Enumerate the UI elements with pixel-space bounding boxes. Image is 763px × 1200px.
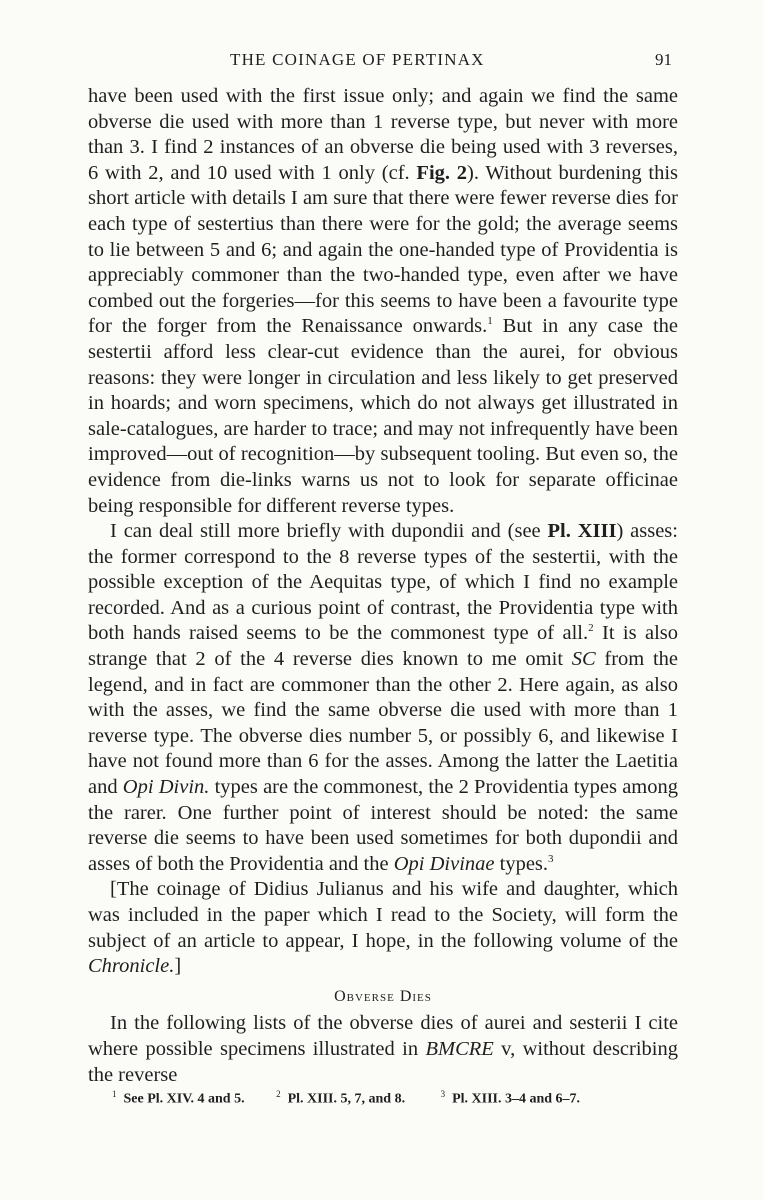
paragraph-2-text-c: It is also strange that 2 of the 4 reverse dies known to me omit	[88, 622, 679, 671]
bmcre-title: BMCRE	[425, 1037, 494, 1060]
plate-reference: Pl. XIII	[547, 520, 617, 543]
paragraph-2-text-b: ) asses: the former correspond to the 8 reverse types of the sestertii, with the possible exception of the Aequitas type, of which I find no example recorded. And as a curious point of contrast, the Providentia type with both hands raised seems to be the commonest type of all.	[88, 520, 678, 645]
opi-divinae-term: Opi Divinae	[393, 852, 495, 875]
footnote-ref-1: 1	[487, 315, 493, 328]
footnote-3-mark: 3	[440, 1089, 446, 1099]
paragraph-4	[88, 1011, 678, 1088]
paragraph-3	[88, 877, 678, 979]
footnote-1-mark: 1	[112, 1089, 117, 1099]
footnote-3	[441, 1089, 580, 1108]
footnote-2-mark: 2	[276, 1089, 281, 1099]
footnotes	[112, 1089, 672, 1108]
chronicle-title: Chronicle.	[88, 955, 175, 978]
paragraph-1-text-b: ). Without burdening this short article with details I am sure that there were fewer reverse dies for each type of sestertius than there were for the gold; the average seems to lie between 5 and 6; and again the one-handed type of Providentia is appreciably commoner than the two-handed type, even after we have combed out the forgeries—for this seems to have been a favourite type for the forger from the Renaissance onwards.	[88, 161, 679, 338]
section-heading: Obverse Dies	[334, 987, 432, 1005]
footnote-2	[276, 1089, 405, 1108]
footnote-2-text: Pl. XIII. 5, 7, and 8.	[287, 1091, 406, 1107]
paragraph-1-text-c: But in any case the sestertii afford less clear-cut evidence than the aurei, for obvious reasons: they were longer in circulation and less likely to get preserved in hoards; and worn specimens, which do not always get illustrated in sale-catalogues, are harder to trace; and may not infrequently have been improved—out of recognition—by subsequent tooling. But even so, the evidence from die-links warns us not to look for separate officinae being responsible for different reverse types.	[88, 315, 679, 517]
footnote-1-text: See Pl. XIV. 4 and 5.	[123, 1091, 245, 1107]
paragraph-4-text-b: v, without describing the reverse	[88, 1037, 678, 1086]
footnote-ref-2: 2	[588, 622, 594, 635]
page-header	[88, 50, 678, 76]
paragraph-2-text-e: types are the commonest, the 2 Providentia types among the rarer. One further point of interest should be noted: the same reverse die seems to have been used sometimes for both dupondii and asses of both the Providentia and the	[88, 776, 678, 875]
opi-divin-term: Opi Divin.	[122, 776, 210, 799]
paragraph-4-text-a: In the following lists of the obverse dies of aurei and sesterii I cite where possible specimens illustrated in	[88, 1012, 678, 1060]
sc-abbrev: SC	[571, 648, 596, 671]
body-text	[88, 84, 678, 1088]
running-title: THE COINAGE OF PERTINAX	[230, 50, 485, 69]
figure-reference: Fig. 2	[416, 161, 468, 184]
page-number: 91	[655, 50, 672, 69]
paragraph-2-text-a: I can deal still more briefly with dupondii and (see	[110, 520, 548, 543]
paragraph-1	[88, 84, 678, 519]
paragraph-2	[88, 519, 678, 877]
footnote-ref-3: 3	[548, 852, 554, 865]
paragraph-1-text-a: have been used with the first issue only; and again we find the same obverse die used with more than 1 reverse type, but never with more than 3. I find 2 instances of an obverse die being used with 3 reverses, 6 with 2, and 10 used with 1 only (cf.	[88, 85, 678, 184]
footnote-3-text: Pl. XIII. 3–4 and 6–7.	[452, 1091, 581, 1107]
paragraph-2-text-f: types.	[494, 852, 549, 875]
paragraph-3-text-b: ]	[174, 955, 182, 978]
paragraph-2-text-d: from the legend, and in fact are commoner than the other 2. Here again, as also with the asses, we find the same obverse die used with more than 1 reverse type. The obverse dies number 5, or possibly 6, and likewise I have not found more than 6 for the asses. Among the latter the Laetitia and	[88, 648, 678, 799]
footnote-1	[112, 1089, 245, 1108]
paragraph-3-text-a: [The coinage of Didius Julianus and his wife and daughter, which was included in the paper which I read to the Society, will form the subject of an article to appear, I hope, in the following volume of the	[88, 878, 678, 952]
